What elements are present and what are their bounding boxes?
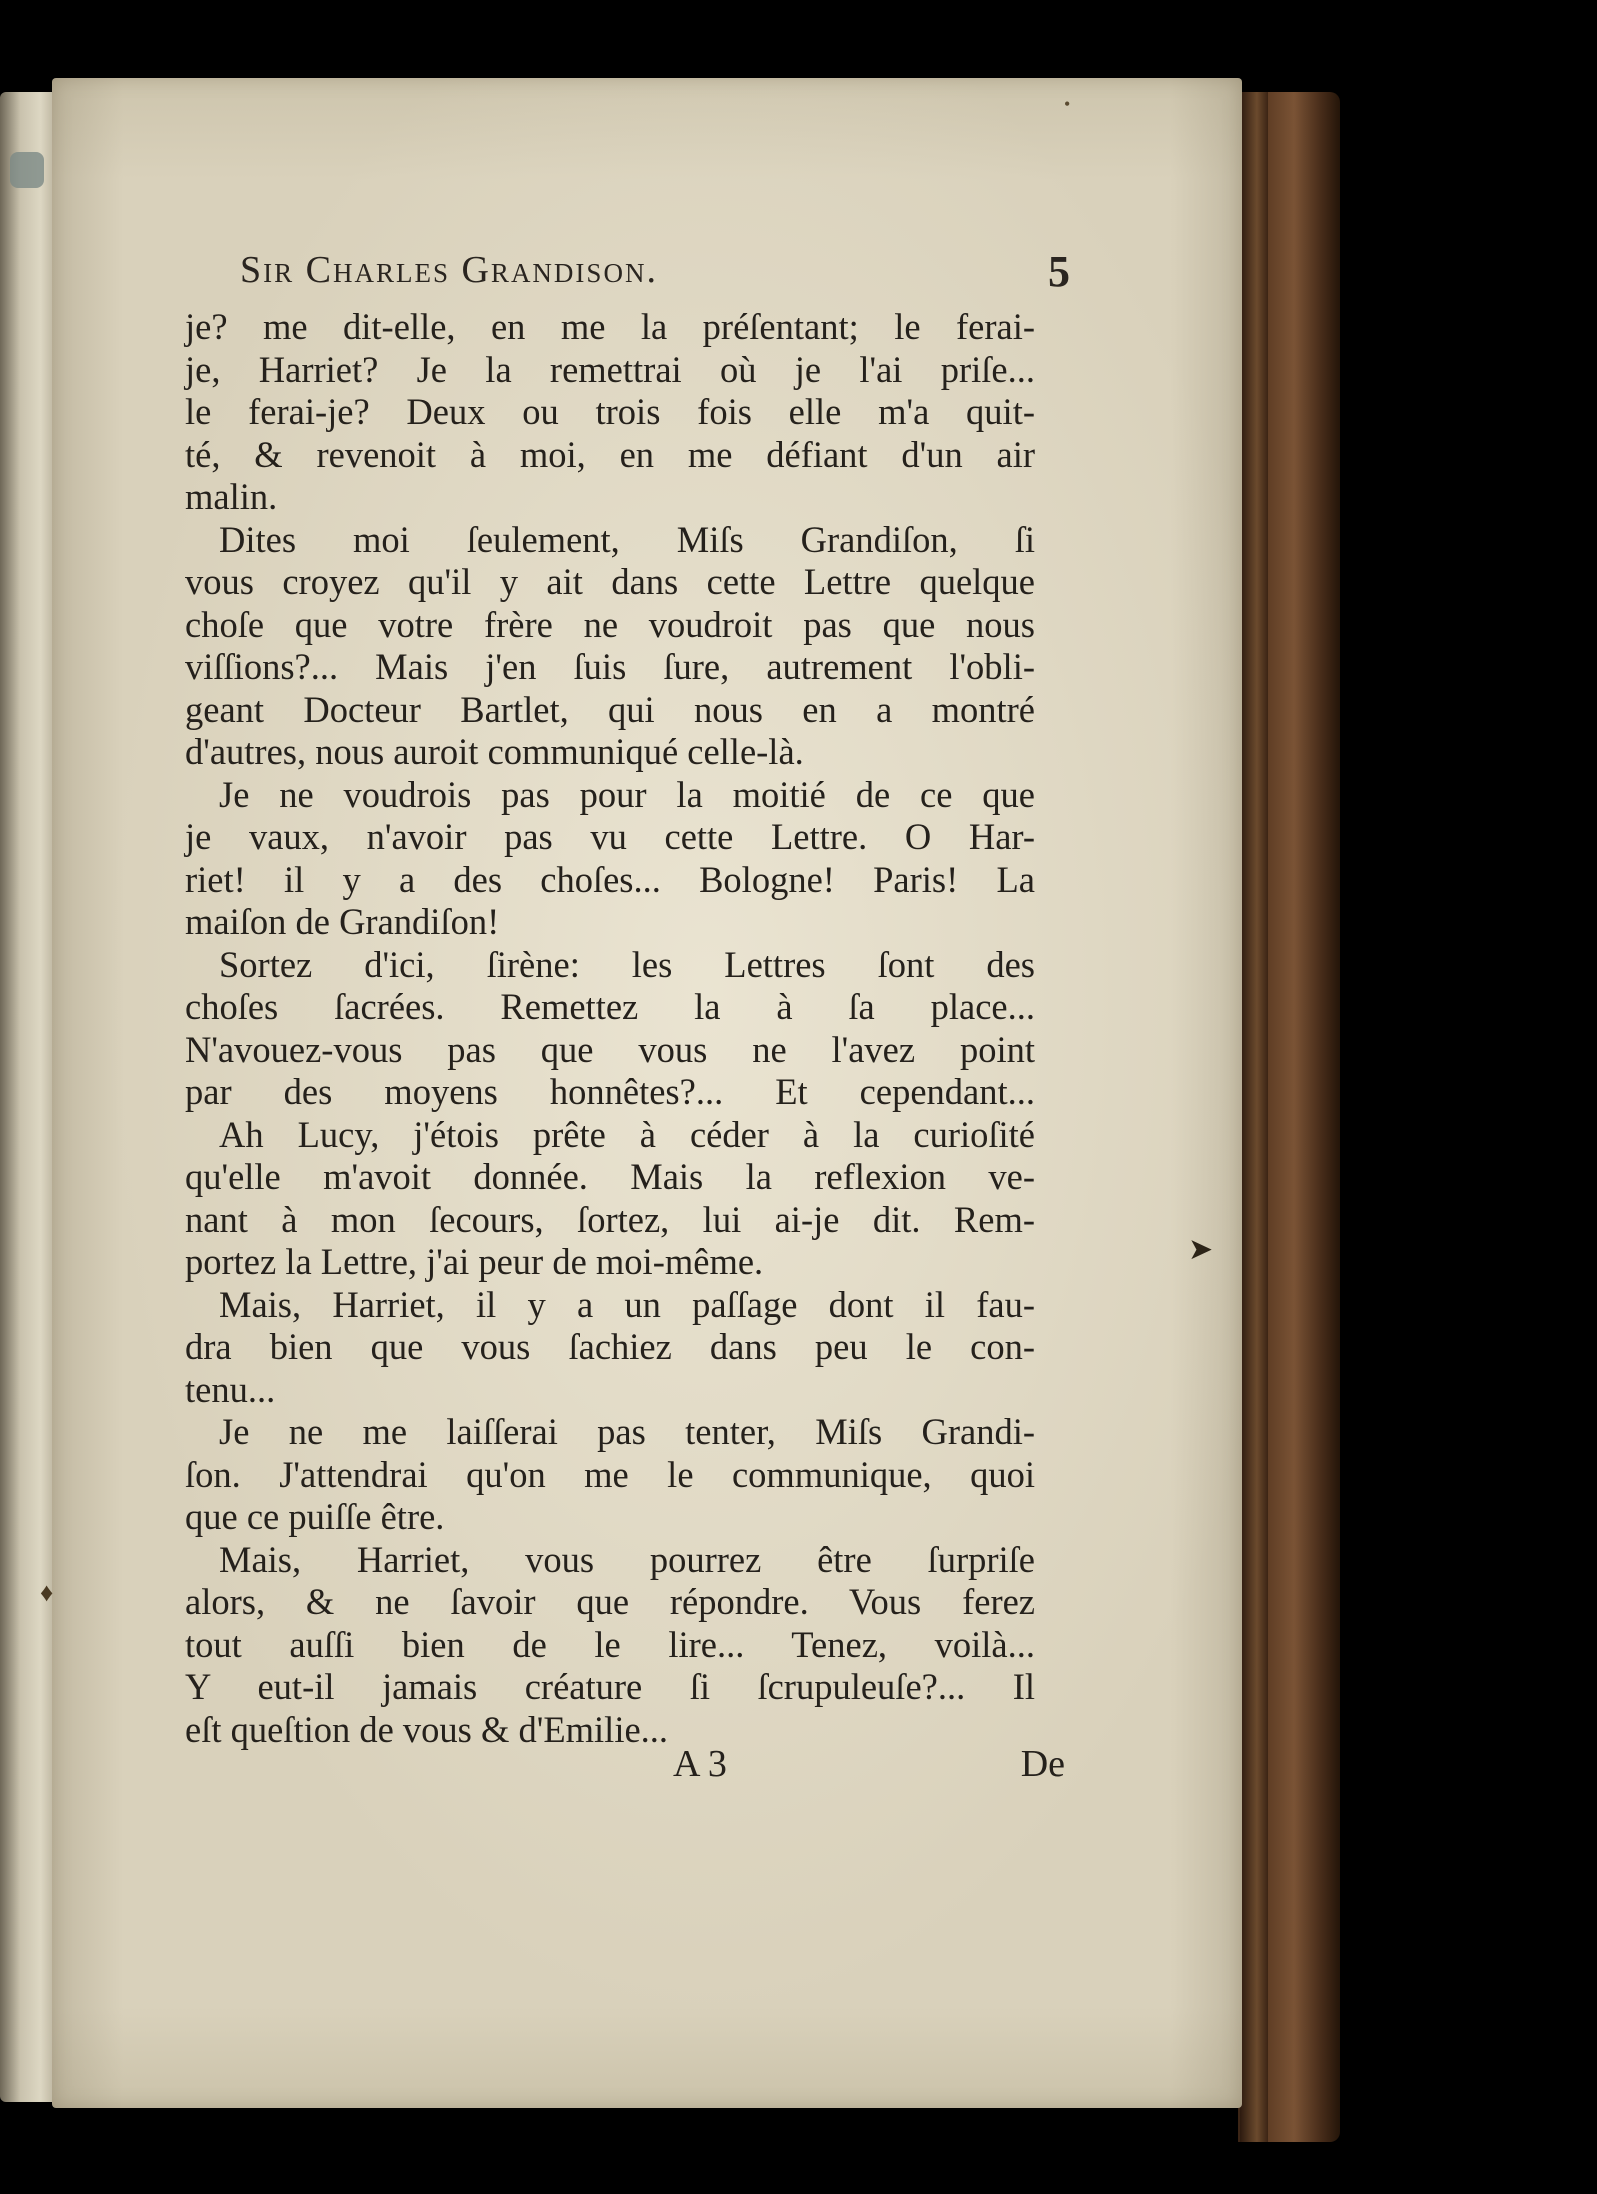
binding-thread [10, 152, 44, 188]
text-line: tenu... [185, 1368, 276, 1410]
text-line: d'autres, nous auroit communiqué celle-là. [185, 731, 804, 772]
signature-mark: A 3 [673, 1743, 727, 1785]
text-line: dra bien que vous ſachiez dans peu le con- [185, 1326, 1035, 1367]
text-line: je, Harriet? Je la remettrai où je l'ai priſe... [185, 348, 1035, 390]
text-line: je? me dit-elle, en me la préſentant; le ferai- [185, 306, 1035, 347]
margin-mark-icon: ♦ [40, 1578, 54, 1607]
running-title: Sir Charles Grandison. [240, 249, 658, 291]
text-line: maiſon de Grandiſon! [185, 901, 500, 942]
page-header [240, 248, 1070, 308]
text-line: Y eut-il jamais créature ſi ſcrupuleuſe?... Il [185, 1666, 1035, 1707]
catchword: De [1020, 1743, 1065, 1785]
text-line: Mais, Harriet, il y a un paſſage dont il fau- [219, 1283, 1035, 1325]
text-line: Sortez d'ici, ſirène: les Lettres ſont des [219, 943, 1035, 985]
text-line: Ah Lucy, j'étois prête à céder à la curioſité [219, 1113, 1035, 1155]
page-footer [185, 1742, 1065, 1792]
text-line: Mais, Harriet, vous pourrez être ſurpriſe [219, 1538, 1035, 1580]
text-line: alors, & ne ſavoir que répondre. Vous ferez [185, 1581, 1035, 1622]
text-line: Je ne me laiſſerai pas tenter, Miſs Grandi- [219, 1411, 1035, 1452]
text-line: N'avouez-vous pas que vous ne l'avez point [185, 1028, 1035, 1070]
text-line: malin. [185, 476, 278, 517]
margin-arrow-icon: ➤ [1188, 1233, 1214, 1266]
text-line: eſt queſtion de vous & d'Emilie... [185, 1708, 669, 1750]
text-line: choſe que votre frère ne voudroit pas que nous [185, 603, 1035, 645]
text-line: ſon. J'attendrai qu'on me le communique, quoi [185, 1453, 1035, 1495]
text-line: riet! il y a des choſes... Bologne! Paris! La [185, 858, 1035, 900]
text-line: le ferai-je? Deux ou trois fois elle m'a quit- [185, 391, 1035, 432]
page-block-edge [1240, 92, 1268, 2142]
text-line: viſſions?... Mais j'en ſuis ſure, autrement l'obli- [185, 646, 1035, 687]
text-line: je vaux, n'avoir pas vu cette Lettre. O Har- [185, 816, 1035, 857]
text-line: Je ne voudrois pas pour la moitié de ce que [219, 773, 1035, 815]
text-line: nant à mon ſecours, ſortez, lui ai-je dit. Rem- [185, 1198, 1035, 1240]
text-line: geant Docteur Bartlet, qui nous en a montré [185, 688, 1035, 730]
text-line: qu'elle m'avoit donnée. Mais la reflexion ve- [185, 1156, 1035, 1197]
facing-page-edge [0, 92, 58, 2102]
text-line: que ce puiſſe être. [185, 1496, 445, 1537]
text-line: portez la Lettre, j'ai peur de moi-même. [185, 1241, 764, 1282]
body-text [185, 306, 1035, 1751]
text-line: par des moyens honnêtes?... Et cependant... [185, 1071, 1035, 1112]
ink-speck: • [1064, 94, 1071, 114]
text-line: choſes ſacrées. Remettez la à ſa place... [185, 986, 1035, 1027]
text-line: Dites moi ſeulement, Miſs Grandiſon, ſi [219, 518, 1035, 560]
text-line: té, & revenoit à moi, en me défiant d'un air [185, 433, 1035, 475]
text-line: vous croyez qu'il y ait dans cette Lettre quelque [185, 561, 1035, 602]
page-number: 5 [1048, 247, 1070, 296]
text-line: tout auſſi bien de le lire... Tenez, voilà... [185, 1623, 1035, 1665]
